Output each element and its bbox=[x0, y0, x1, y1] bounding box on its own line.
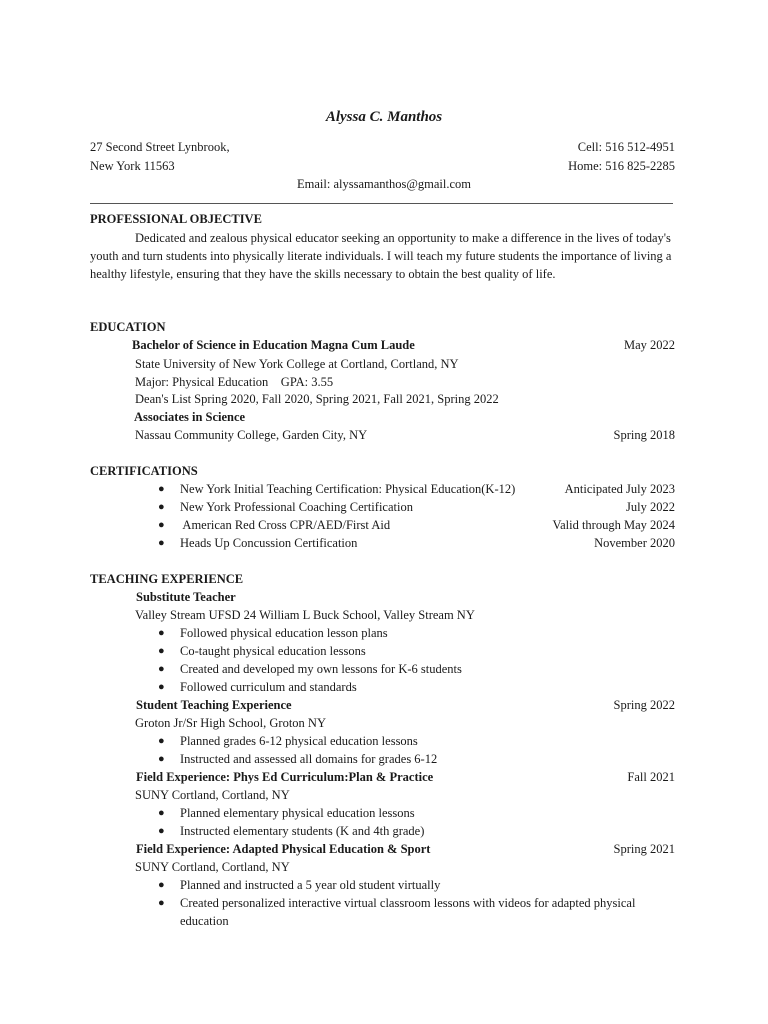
job-bullet: Followed physical education lesson plans bbox=[180, 626, 388, 640]
job-bullet: Created personalized interactive virtual classroom lessons with videos for adapted physical bbox=[180, 896, 636, 910]
cert-date: Anticipated July 2023 bbox=[564, 482, 675, 496]
job-title: Field Experience: Adapted Physical Education & Sport bbox=[136, 842, 431, 856]
address-line-1: 27 Second Street Lynbrook, bbox=[90, 140, 230, 154]
job-location: SUNY Cortland, Cortland, NY bbox=[135, 788, 290, 802]
job-bullet: Instructed elementary students (K and 4th grade) bbox=[180, 824, 425, 838]
job-bullet: Created and developed my own lessons for K-6 students bbox=[180, 662, 462, 676]
bullet-icon: ● bbox=[158, 645, 165, 657]
degree-1-date: May 2022 bbox=[623, 338, 675, 352]
job-title: Student Teaching Experience bbox=[136, 698, 292, 712]
job-bullet: Instructed and assessed all domains for grades 6-12 bbox=[180, 752, 438, 766]
home-phone: Home: 516 825-2285 bbox=[568, 159, 675, 173]
education-heading: EDUCATION bbox=[90, 320, 166, 334]
bullet-icon: ● bbox=[158, 879, 165, 891]
job-bullet: Co-taught physical education lessons bbox=[180, 644, 366, 658]
objective-text: Dedicated and zealous physical educator seeking an opportunity to make a difference in the lives of today's youth and turn students into physically literate individuals. I will teach my future students the importance of living a healthy lifestyle, ensuring that they have the skills necessary to obtain the best quality of life. bbox=[90, 231, 672, 281]
bullet-icon: ● bbox=[158, 753, 165, 765]
job-bullet: Planned elementary physical education lessons bbox=[180, 806, 415, 820]
cert-date: July 2022 bbox=[626, 500, 675, 514]
job-location: Valley Stream UFSD 24 William L Buck School, Valley Stream NY bbox=[135, 608, 475, 622]
address-line-2: New York 11563 bbox=[90, 159, 175, 173]
cert-item: New York Professional Coaching Certification bbox=[180, 500, 413, 514]
job-bullet: Followed curriculum and standards bbox=[180, 680, 357, 694]
bullet-icon: ● bbox=[158, 663, 165, 675]
bullet-icon: ● bbox=[158, 483, 165, 495]
bullet-icon: ● bbox=[158, 807, 165, 819]
cert-date: November 2020 bbox=[594, 536, 675, 550]
header-divider bbox=[90, 203, 673, 204]
bullet-icon: ● bbox=[158, 537, 165, 549]
teaching-heading: TEACHING EXPERIENCE bbox=[90, 572, 244, 586]
job-date: Spring 2022 bbox=[613, 698, 675, 712]
job-title: Field Experience: Phys Ed Curriculum:Plan & Practice bbox=[136, 770, 434, 784]
cell-phone: Cell: 516 512-4951 bbox=[577, 140, 675, 154]
job-title: Substitute Teacher bbox=[136, 590, 236, 604]
bullet-icon: ● bbox=[158, 681, 165, 693]
bullet-icon: ● bbox=[158, 735, 165, 747]
degree-1-major: Major: Physical Education GPA: 3.55 bbox=[135, 375, 334, 389]
job-date: Fall 2021 bbox=[627, 770, 675, 784]
objective-heading: PROFESSIONAL OBJECTIVE bbox=[90, 212, 262, 226]
cert-item: American Red Cross CPR/AED/First Aid bbox=[180, 518, 391, 532]
bullet-icon: ● bbox=[158, 897, 165, 909]
bullet-icon: ● bbox=[158, 501, 165, 513]
resume-name: Alyssa C. Manthos bbox=[325, 109, 443, 125]
degree-1-title: Bachelor of Science in Education Magna Cum Laude bbox=[132, 338, 415, 352]
bullet-icon: ● bbox=[158, 627, 165, 639]
job-bullet: Planned grades 6-12 physical education lessons bbox=[180, 734, 418, 748]
degree-1-deans-list: Dean's List Spring 2020, Fall 2020, Spring 2021, Fall 2021, Spring 2022 bbox=[135, 392, 499, 406]
job-bullet: Planned and instructed a 5 year old student virtually bbox=[180, 878, 441, 892]
job-date: Spring 2021 bbox=[613, 842, 675, 856]
degree-2-title: Associates in Science bbox=[134, 410, 246, 424]
degree-1-school: State University of New York College at Cortland, Cortland, NY bbox=[135, 357, 459, 371]
bullet-icon: ● bbox=[158, 519, 165, 531]
job-location: Groton Jr/Sr High School, Groton NY bbox=[135, 716, 326, 730]
job-location: SUNY Cortland, Cortland, NY bbox=[135, 860, 290, 874]
job-bullet-continued: education bbox=[180, 914, 229, 928]
degree-2-date: Spring 2018 bbox=[613, 428, 675, 442]
bullet-icon: ● bbox=[158, 825, 165, 837]
cert-date: Valid through May 2024 bbox=[552, 518, 675, 532]
certifications-heading: CERTIFICATIONS bbox=[90, 464, 198, 478]
degree-2-school: Nassau Community College, Garden City, NY bbox=[135, 428, 368, 442]
email: Email: alyssamanthos@gmail.com bbox=[297, 177, 471, 191]
cert-item: New York Initial Teaching Certification: Physical Education(K-12) bbox=[180, 482, 516, 496]
cert-item: Heads Up Concussion Certification bbox=[180, 536, 358, 550]
